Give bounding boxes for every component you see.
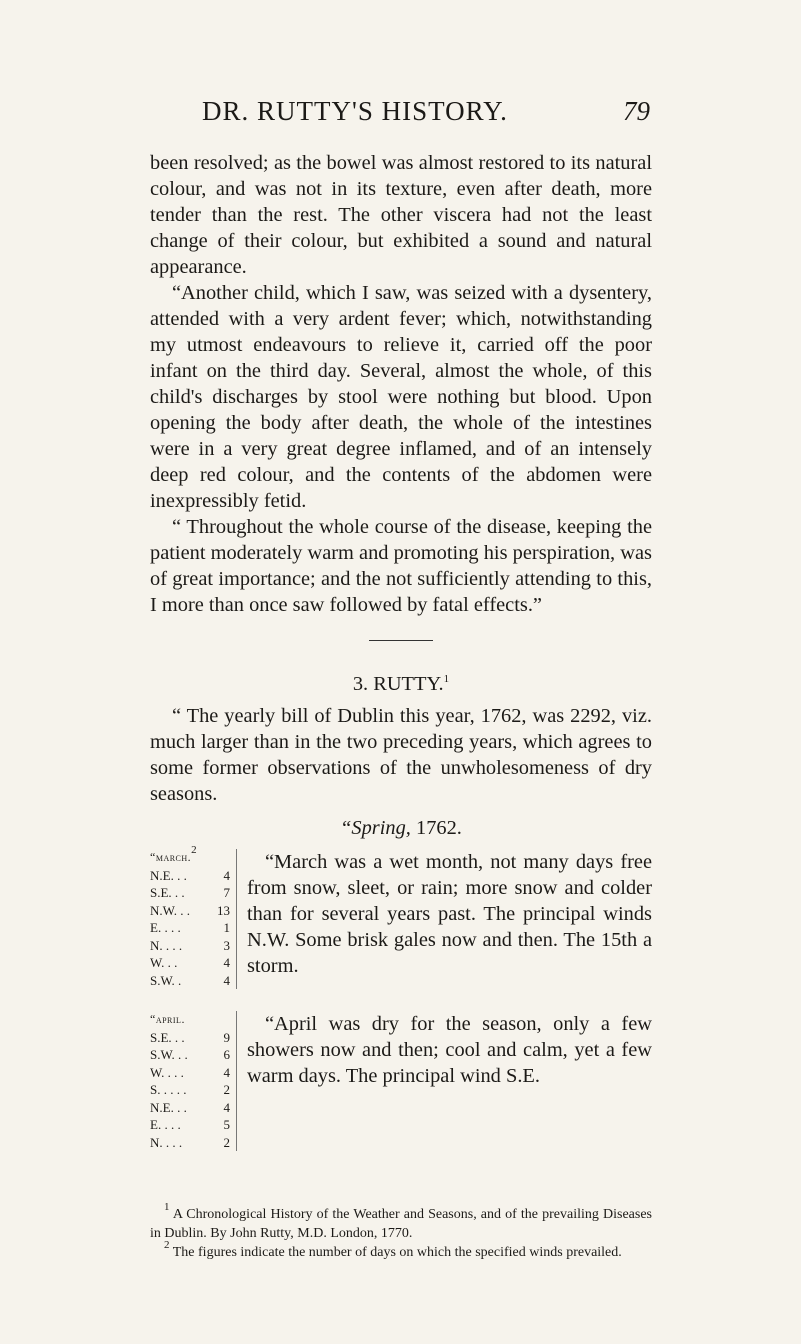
wind-row: N.E. . . 4	[150, 1099, 230, 1115]
season-year: 1762.	[416, 817, 462, 839]
wind-row: S.W. . 4	[150, 972, 230, 988]
wind-row: S. . . . . 2	[150, 1082, 230, 1097]
wind-row: W. . . . 4	[150, 1064, 230, 1080]
wind-row: S.W. . . 6	[150, 1047, 230, 1062]
footnote-ref: 1	[443, 673, 450, 685]
paragraph: “Another child, which I saw, was seized with a dysentery, attended with a very ardent fever; which, notwithstanding my utmost endeavours to relieve it, carried off the poor infant on the third day. Several, almost the whole, of this child's discharges by stool were nothing but blood. Upon opening the body after death, the whole of the intestines were in a very great degree inflamed, and of an intensely deep red colour, and the contents of the abdomen were inexpressibly fetid.	[150, 282, 652, 512]
wind-row: N. . . . 3	[150, 937, 230, 953]
section-heading	[150, 671, 652, 697]
march-wind-label: “march.$^2$	[150, 844, 198, 864]
footnotes	[150, 1201, 652, 1262]
march-wind-table	[150, 844, 237, 989]
paragraph: “ Throughout the whole course of the disease, keeping the patient moderately warm and promoting his perspiration, was of great importance; and the not sufficiently attending to this, I more than once saw followed by fatal effects.”	[150, 516, 652, 616]
wind-row: W. . . 4	[150, 955, 230, 970]
april-wind-table	[150, 1011, 237, 1151]
section-divider	[369, 640, 433, 641]
wind-row: S.E. . . 7	[150, 885, 230, 900]
running-head: DR. RUTTY'S HISTORY.	[202, 96, 508, 126]
april-block	[150, 1011, 652, 1151]
section-intro: “ The yearly bill of Dublin this year, 1762, was 2292, viz. much larger than in the two preceding years, which agrees to some former observations of the unwholesomeness of dry seasons.	[150, 705, 652, 805]
section-heading-text: 3. RUTTY.	[352, 673, 444, 695]
footnote: $^2$ The figures indicate the number of days on which the specified winds prevailed.	[164, 1239, 622, 1260]
page-number: 79	[623, 96, 650, 126]
wind-row: N.E. . . 4	[150, 867, 230, 883]
page-body	[150, 150, 652, 1151]
footnote-ref: 2	[191, 844, 198, 856]
wind-row: E. . . . 5	[150, 1117, 230, 1132]
season-name: “Spring,	[340, 817, 411, 839]
season-heading	[150, 815, 652, 841]
wind-row: N. . . . 2	[150, 1134, 230, 1150]
april-text: “April was dry for the season, only a few showers now and then; cool and calm, yet a few warm days. The principal wind S.E.	[247, 1013, 652, 1087]
wind-row: S.E. . . 9	[150, 1029, 230, 1045]
page-header	[150, 96, 650, 136]
march-text: “March was a wet month, not many days free from snow, sleet, or rain; more snow and colder than for several years past. The principal winds N.W. Some brisk gales now and then. The 15th a storm.	[247, 851, 652, 977]
wind-row: E. . . . 1	[150, 920, 230, 935]
footnote: $^1$ A Chronological History of the Weather and Seasons, and of the prevailing Diseases in Dublin. By John Rutty, M.D. London, 1770.	[150, 1201, 652, 1241]
wind-row: N.W. . . 13	[150, 902, 230, 918]
march-block	[150, 844, 652, 989]
april-wind-label: “april.	[150, 1012, 185, 1026]
paragraph: been resolved; as the bowel was almost restored to its natural colour, and was not in its texture, even after death, more tender than the rest. The other viscera had not the least change of their colour, but exhibited a sound and natural appearance.	[150, 152, 652, 278]
